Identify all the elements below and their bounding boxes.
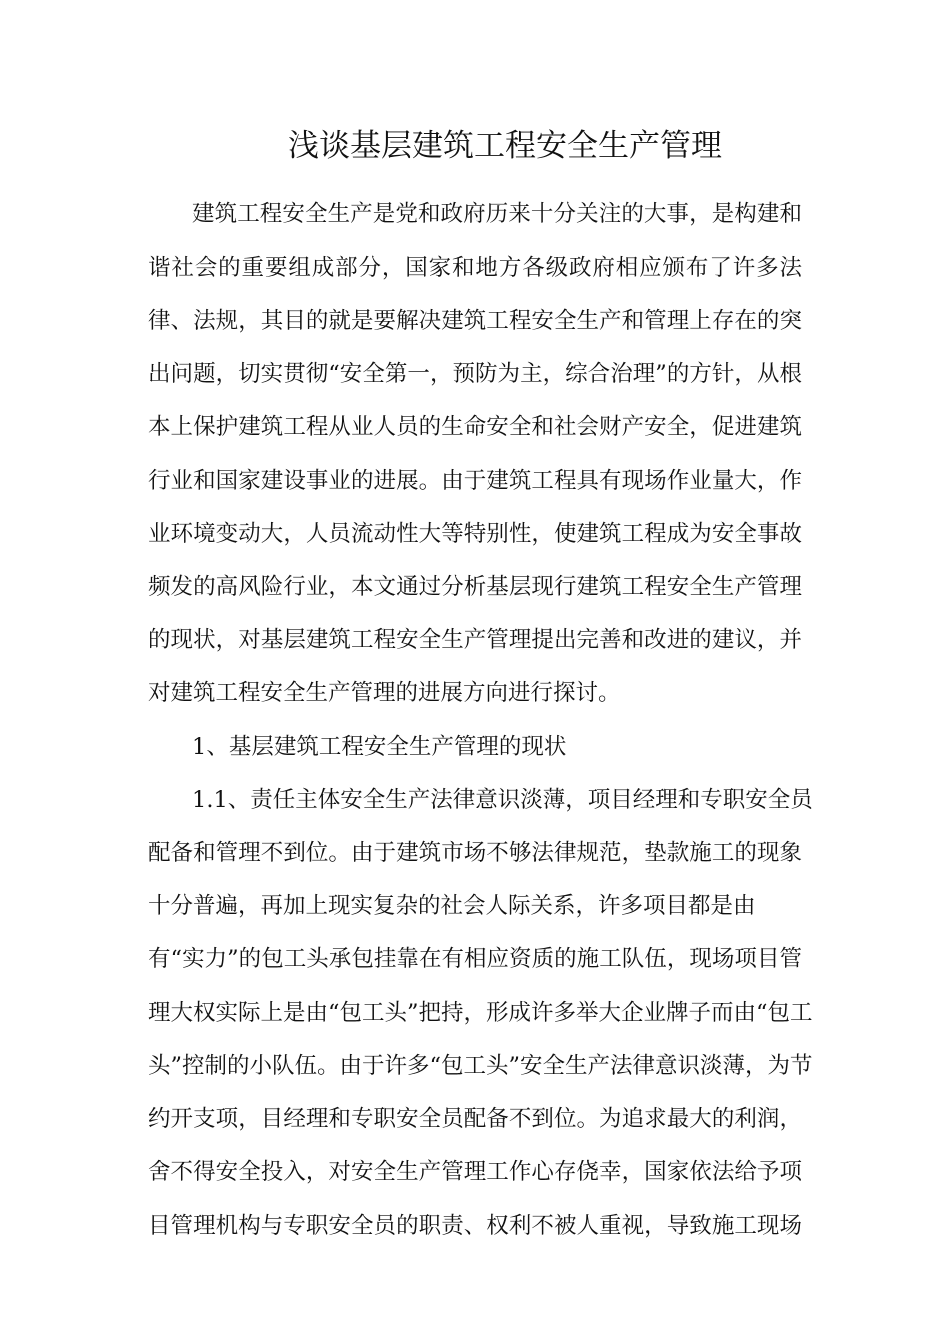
body-line: 律、法规，其目的就是要解决建筑工程安全生产和管理上存在的突 (148, 308, 802, 334)
body-line: 1.1、责任主体安全生产法律意识淡薄，项目经理和专职安全员 (192, 787, 813, 813)
body-line: 行业和国家建设事业的进展。由于建筑工程具有现场作业量大，作 (148, 468, 802, 494)
body-line: 业环境变动大，人员流动性大等特别性，使建筑工程成为安全事故 (148, 521, 802, 547)
section-heading: 1、基层建筑工程安全生产管理的现状 (192, 734, 567, 760)
body-line: 头”控制的小队伍。由于许多“包工头”安全生产法律意识淡薄，为节 (148, 1053, 813, 1079)
body-line: 有“实力”的包工头承包挂靠在有相应资质的施工队伍，现场项目管 (148, 946, 802, 972)
body-line: 建筑工程安全生产是党和政府历来十分关注的大事，是构建和 (192, 201, 802, 227)
body-line: 频发的高风险行业，本文通过分析基层现行建筑工程安全生产管理 (148, 574, 802, 600)
body-line: 舍不得安全投入，对安全生产管理工作心存侥幸，国家依法给予项 (148, 1159, 802, 1185)
body-line: 目管理机构与专职安全员的职责、权利不被人重视，导致施工现场 (148, 1213, 802, 1239)
body-line: 配备和管理不到位。由于建筑市场不够法律规范，垫款施工的现象 (148, 840, 802, 866)
body-line: 出问题，切实贯彻“安全第一，预防为主，综合治理”的方针，从根 (148, 361, 802, 387)
body-line: 的现状，对基层建筑工程安全生产管理提出完善和改进的建议，并 (148, 627, 802, 653)
body-line: 本上保护建筑工程从业人员的生命安全和社会财产安全，促进建筑 (148, 414, 802, 440)
body-line: 十分普遍，再加上现实复杂的社会人际关系，许多项目都是由 (148, 893, 756, 919)
body-line: 约开支项，目经理和专职安全员配备不到位。为追求最大的利润， (148, 1106, 802, 1132)
document-title: 浅谈基层建筑工程安全生产管理 (288, 128, 722, 164)
body-line: 谐社会的重要组成部分，国家和地方各级政府相应颁布了许多法 (148, 255, 802, 281)
body-line: 理大权实际上是由“包工头”把持，形成许多举大企业牌子而由“包工 (148, 1000, 813, 1026)
body-line: 对建筑工程安全生产管理的进展方向进行探讨。 (148, 680, 621, 706)
